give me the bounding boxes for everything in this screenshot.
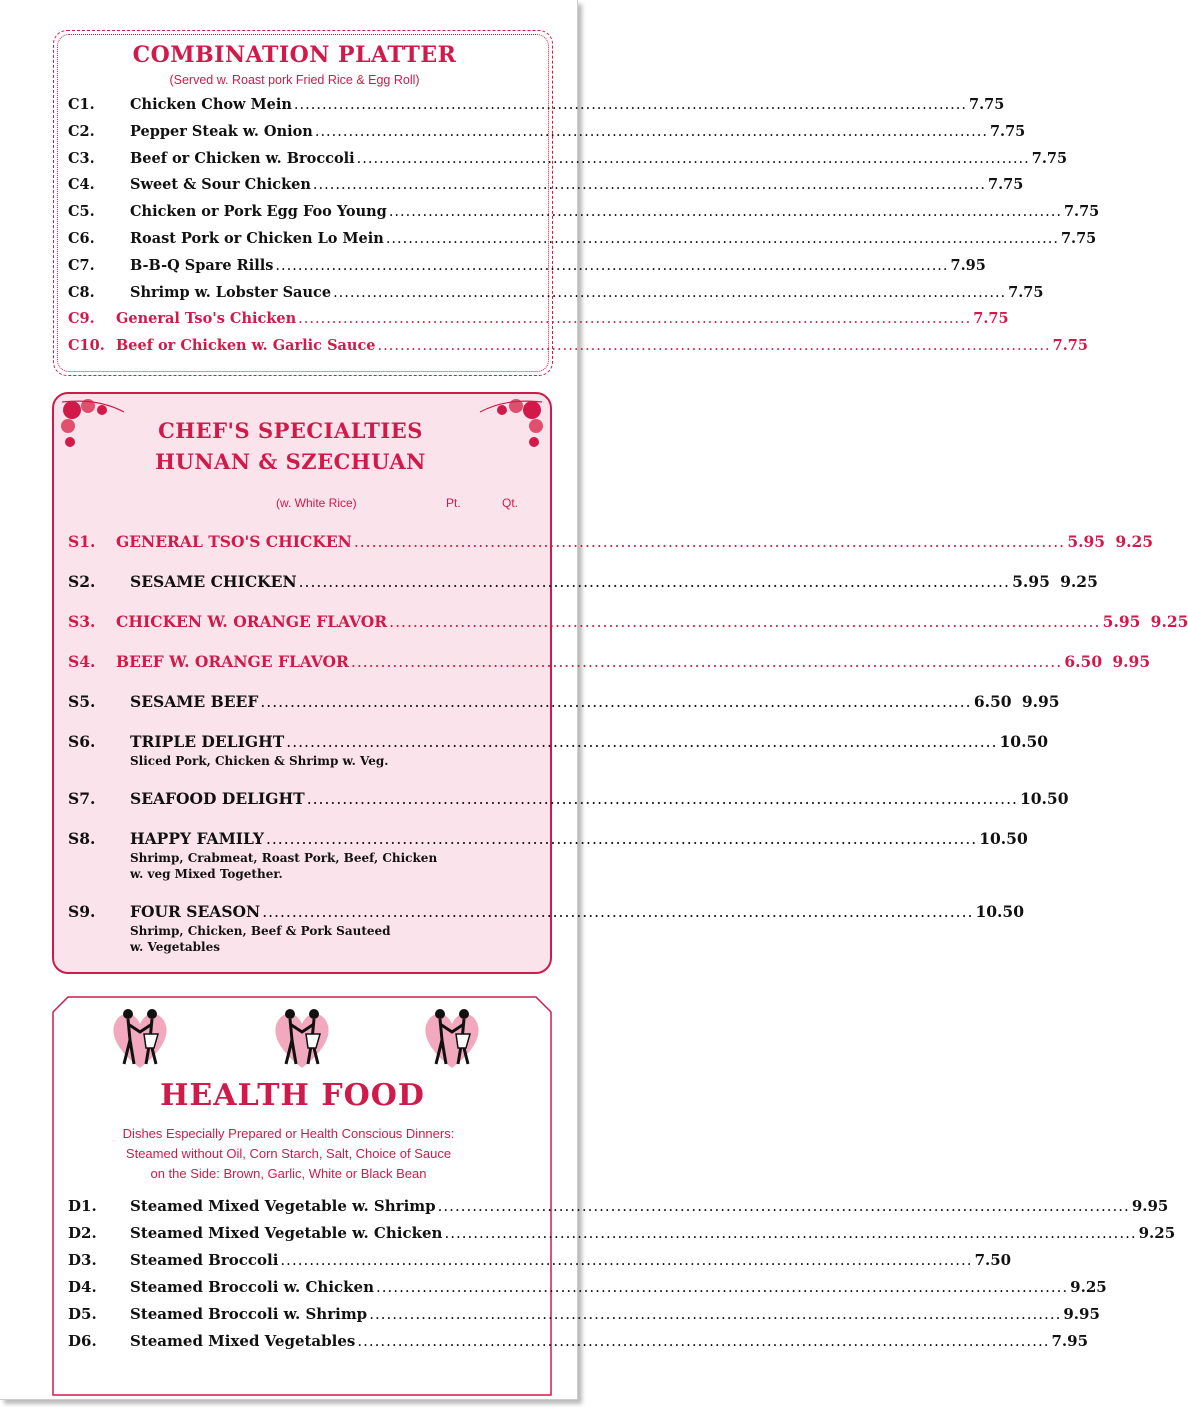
item-name: Chicken Chow Mein <box>130 96 292 113</box>
specialty-row <box>68 652 1151 671</box>
item-description: Shrimp, Crabmeat, Roast Pork, Beef, Chicken <box>130 851 438 865</box>
item-code: D4. <box>68 1278 97 1296</box>
dot-leader: ........................................................................................................................ <box>389 613 1101 631</box>
chef-title-line1: CHEF'S SPECIALTIES <box>158 418 423 443</box>
item-price: 7.75 <box>1060 230 1097 247</box>
menu-item-row <box>68 149 1068 172</box>
dot-leader: ........................................................................................................................ <box>376 1278 1069 1296</box>
col-qt-header: Qt. <box>502 496 519 510</box>
dot-leader: ........................................................................................................................ <box>262 903 974 921</box>
item-code: C6. <box>68 230 95 247</box>
menu-item-row <box>68 176 1024 198</box>
item-price: 7.75 <box>988 176 1024 194</box>
item-code: C5. <box>68 203 95 221</box>
item-name: Steamed Mixed Vegetable w. Shrimp <box>130 1197 436 1215</box>
pint-price: 5.95 <box>1012 572 1050 591</box>
menu-item-row <box>68 203 1100 225</box>
quart-price: 9.25 <box>1115 532 1154 551</box>
item-code: C8. <box>68 283 95 301</box>
specialty-row <box>68 572 1098 591</box>
dot-leader: ........................................................................................................................ <box>437 1197 1130 1215</box>
specialty-row <box>68 732 1049 751</box>
pint-price: 6.50 <box>973 692 1012 711</box>
item-price: 7.75 <box>1063 203 1100 221</box>
health-item-row <box>68 1224 1176 1246</box>
item-code: S1. <box>68 532 96 551</box>
dot-leader: ........................................................................................................................ <box>260 693 972 711</box>
menu-item-row <box>68 310 1009 332</box>
item-name: Sweet & Sour Chicken <box>130 176 311 194</box>
dot-leader: ........................................................................................................................ <box>356 150 1030 167</box>
item-description: w. Vegetables <box>130 940 221 954</box>
dot-leader: ........................................................................................................................ <box>280 1251 973 1269</box>
item-price: 10.50 <box>999 732 1049 751</box>
quart-price: 9.25 <box>1150 612 1188 631</box>
col-pt-header: Pt. <box>446 496 461 510</box>
item-code: S3. <box>68 612 96 631</box>
menu-item-row <box>68 283 1044 306</box>
dot-leader: ........................................................................................................................ <box>377 338 1051 355</box>
item-name: Pepper Steak w. Onion <box>130 122 313 140</box>
item-name: B-B-Q Spare Rills <box>130 256 274 274</box>
item-code: S5. <box>68 692 96 711</box>
menu-item-row <box>68 122 1026 145</box>
dot-leader: ........................................................................................................................ <box>265 830 978 848</box>
item-code: D1. <box>68 1197 97 1215</box>
item-price: 7.75 <box>969 96 1005 113</box>
item-name: Steamed Broccoli <box>130 1251 279 1269</box>
item-code: S8. <box>68 829 96 848</box>
item-name: FOUR SEASON <box>130 902 261 921</box>
dot-leader: ........................................................................................................................ <box>293 97 968 113</box>
dancing-couple-icon <box>416 1004 488 1072</box>
item-code: S4. <box>68 652 96 671</box>
item-code: D6. <box>68 1332 97 1350</box>
item-price: 9.25 <box>1138 1224 1176 1242</box>
item-code: D2. <box>68 1224 97 1242</box>
item-price: 7.75 <box>989 122 1026 140</box>
item-code: C9. <box>68 310 95 328</box>
item-name: Steamed Mixed Vegetable w. Chicken <box>130 1224 443 1242</box>
item-description: w. veg Mixed Together. <box>130 867 283 881</box>
dot-leader: ........................................................................................................................ <box>298 311 972 328</box>
item-code: S2. <box>68 572 96 591</box>
pint-price: 5.95 <box>1067 532 1106 551</box>
chef-specialties-box <box>52 392 552 974</box>
health-note-line3: on the Side: Brown, Garlic, White or Black Bean <box>150 1166 427 1181</box>
item-code: S7. <box>68 789 96 808</box>
combination-title: COMBINATION PLATTER <box>132 42 457 68</box>
quart-price: 9.95 <box>1021 692 1060 711</box>
dot-leader: ........................................................................................................................ <box>388 204 1062 221</box>
item-name: SEAFOOD DELIGHT <box>130 789 305 808</box>
dot-leader: ........................................................................................................................ <box>350 653 1063 671</box>
specialty-row <box>68 612 1188 631</box>
specialty-row <box>68 692 1060 711</box>
item-name: HAPPY FAMILY <box>130 829 264 848</box>
col-rice-header: (w. White Rice) <box>276 496 357 510</box>
item-price: 9.25 <box>1070 1278 1107 1296</box>
item-name: SESAME CHICKEN <box>130 572 297 591</box>
item-code: C10. <box>68 337 105 355</box>
menu-item-row <box>68 337 1088 359</box>
dot-leader: ........................................................................................................................ <box>298 573 1010 591</box>
item-description: Sliced Pork, Chicken & Shrimp w. Veg. <box>130 754 389 768</box>
health-item-row <box>68 1278 1107 1300</box>
item-price: 7.95 <box>950 256 986 274</box>
item-name: CHICKEN W. ORANGE FLAVOR <box>116 612 388 631</box>
chef-title-line2: HUNAN & SZECHUAN <box>155 449 426 474</box>
quart-price: 9.25 <box>1060 572 1098 591</box>
specialty-row <box>68 829 1028 848</box>
item-name: General Tso's Chicken <box>116 310 297 328</box>
item-price: 10.50 <box>979 829 1028 848</box>
item-name: SESAME BEEF <box>130 692 259 711</box>
item-name: Steamed Mixed Vegetables <box>130 1332 356 1350</box>
specialty-row <box>68 902 1024 921</box>
dot-leader: ........................................................................................................................ <box>357 1332 1050 1350</box>
item-price: 7.75 <box>1031 149 1068 167</box>
dot-leader: ........................................................................................................................ <box>385 231 1059 247</box>
dot-leader: ........................................................................................................................ <box>286 733 998 751</box>
specialty-row <box>68 532 1154 551</box>
item-name: Chicken or Pork Egg Foo Young <box>130 203 387 221</box>
health-item-row <box>68 1332 1089 1354</box>
item-name: TRIPLE DELIGHT <box>130 732 285 751</box>
item-description: Shrimp, Chicken, Beef & Pork Sauteed <box>130 924 391 938</box>
dot-leader: ........................................................................................................................ <box>369 1305 1062 1323</box>
health-item-row <box>68 1197 1169 1219</box>
dot-leader: ........................................................................................................................ <box>275 257 949 274</box>
menu-item-row <box>68 230 1097 252</box>
health-note-line2: Steamed without Oil, Corn Starch, Salt, Choice of Sauce <box>125 1146 452 1161</box>
item-code: S6. <box>68 732 96 751</box>
item-code: C1. <box>68 96 95 113</box>
item-price: 10.50 <box>975 902 1024 921</box>
specialty-row <box>68 789 1069 808</box>
item-name: Shrimp w. Lobster Sauce <box>130 283 332 301</box>
item-name: Steamed Broccoli w. Chicken <box>130 1278 374 1296</box>
dancing-couple-icon <box>266 1004 338 1072</box>
item-code: C3. <box>68 149 95 167</box>
health-item-row <box>68 1305 1100 1327</box>
menu-item-row <box>68 96 1005 118</box>
health-note-line1: Dishes Especially Prepared or Health Conscious Dinners: <box>122 1126 455 1141</box>
item-price: 7.75 <box>973 310 1009 328</box>
item-price: 10.50 <box>1019 789 1069 808</box>
item-code: C2. <box>68 122 95 140</box>
quart-price: 9.95 <box>1112 652 1151 671</box>
item-price: 7.75 <box>1008 283 1044 301</box>
pint-price: 5.95 <box>1102 612 1141 631</box>
dot-leader: ........................................................................................................................ <box>314 123 988 140</box>
item-name: Beef or Chicken w. Garlic Sauce <box>116 337 376 355</box>
pint-price: 6.50 <box>1064 652 1103 671</box>
item-name: Roast Pork or Chicken Lo Mein <box>130 230 384 247</box>
item-price: 9.95 <box>1063 1305 1100 1323</box>
item-name: GENERAL TSO'S CHICKEN <box>116 532 352 551</box>
item-code: C7. <box>68 256 95 274</box>
health-title: HEALTH FOOD <box>160 1078 425 1113</box>
item-name: BEEF W. ORANGE FLAVOR <box>116 652 349 671</box>
item-code: D3. <box>68 1251 97 1269</box>
item-price: 7.95 <box>1051 1332 1089 1350</box>
dot-leader: ........................................................................................................................ <box>444 1224 1137 1242</box>
dot-leader: ........................................................................................................................ <box>353 533 1066 551</box>
menu-item-row <box>68 256 986 279</box>
dot-leader: ........................................................................................................................ <box>333 284 1007 301</box>
dot-leader: ........................................................................................................................ <box>312 177 987 194</box>
item-code: S9. <box>68 902 96 921</box>
dancing-couple-icon <box>104 1004 176 1072</box>
item-code: C4. <box>68 176 95 194</box>
item-price: 7.50 <box>974 1251 1012 1269</box>
item-code: D5. <box>68 1305 97 1323</box>
item-name: Beef or Chicken w. Broccoli <box>130 149 355 167</box>
item-name: Steamed Broccoli w. Shrimp <box>130 1305 368 1323</box>
item-price: 7.75 <box>1052 337 1088 355</box>
combination-subtitle: (Served w. Roast pork Fried Rice & Egg Roll) <box>169 73 420 87</box>
dot-leader: ........................................................................................................................ <box>306 790 1018 808</box>
health-item-row <box>68 1251 1012 1273</box>
item-price: 9.95 <box>1131 1197 1169 1215</box>
